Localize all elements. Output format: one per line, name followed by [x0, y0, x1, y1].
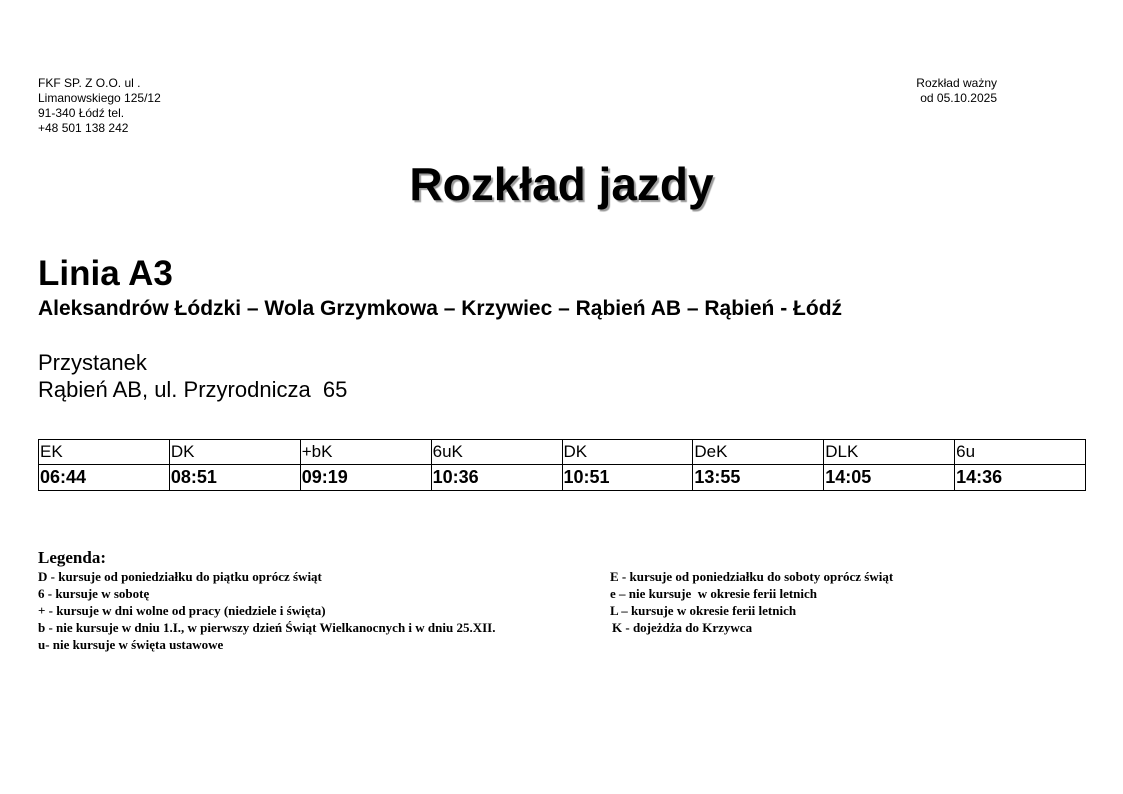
validity-date: od 05.10.2025: [920, 91, 997, 105]
legend-item-e-lower: e – nie kursuje w okresie ferii letnich: [610, 586, 818, 601]
company-street-line: Limanowskiego 125/12: [38, 91, 161, 105]
course-code: 6u: [955, 440, 1086, 465]
company-city-line: 91-340 Łódź tel.: [38, 106, 125, 120]
legend-title: Legenda:: [38, 548, 106, 567]
company-phone-line: +48 501 138 242: [38, 121, 129, 135]
legend-item-u: u- nie kursuje w święta ustawowe: [38, 637, 224, 652]
departure-time: 10:51: [562, 465, 693, 491]
page-title: Rozkład jazdy: [409, 158, 714, 210]
stop-name: Rąbień AB, ul. Przyrodnicza 65: [38, 377, 348, 402]
departure-time: 08:51: [169, 465, 300, 491]
course-code: EK: [39, 440, 170, 465]
timetable-codes-row: [39, 440, 1086, 465]
course-code: 6uK: [431, 440, 562, 465]
line-name: Linia A3: [38, 254, 173, 293]
validity-note: [916, 76, 997, 106]
legend-item-b: b - nie kursuje w dniu 1.I., w pierwszy dzień Świąt Wielkanocnych i w dniu 25.XII.: [38, 620, 496, 635]
departure-time: 13:55: [693, 465, 824, 491]
company-name-line: FKF SP. Z O.O. ul .: [38, 76, 141, 90]
course-code: DK: [169, 440, 300, 465]
company-address: [38, 76, 238, 136]
legend-item-6: 6 - kursuje w sobotę: [38, 586, 150, 601]
departure-time: 14:05: [824, 465, 955, 491]
stop-label: Przystanek: [38, 350, 147, 375]
timetable: [38, 439, 1086, 491]
departure-time: 06:44: [39, 465, 170, 491]
validity-label: Rozkład ważny: [916, 76, 997, 90]
course-code: +bK: [300, 440, 431, 465]
legend-item-d: D - kursuje od poniedziałku do piątku oprócz świąt: [38, 569, 322, 584]
legend-item-plus: + - kursuje w dni wolne od pracy (niedziele i święta): [38, 603, 326, 618]
legend-item-e-upper: E - kursuje od poniedziałku do soboty oprócz świąt: [610, 569, 894, 584]
legend-item-k: K - dojeżdża do Krzywca: [612, 620, 753, 635]
route-description: Aleksandrów Łódzki – Wola Grzymkowa – Krzywiec – Rąbień AB – Rąbień - Łódź: [38, 297, 843, 320]
course-code: DLK: [824, 440, 955, 465]
legend-item-l: L – kursuje w okresie ferii letnich: [610, 603, 797, 618]
departure-time: 14:36: [955, 465, 1086, 491]
departure-time: 09:19: [300, 465, 431, 491]
departure-time: 10:36: [431, 465, 562, 491]
course-code: DK: [562, 440, 693, 465]
timetable-times-row: [39, 465, 1086, 491]
course-code: DeK: [693, 440, 824, 465]
